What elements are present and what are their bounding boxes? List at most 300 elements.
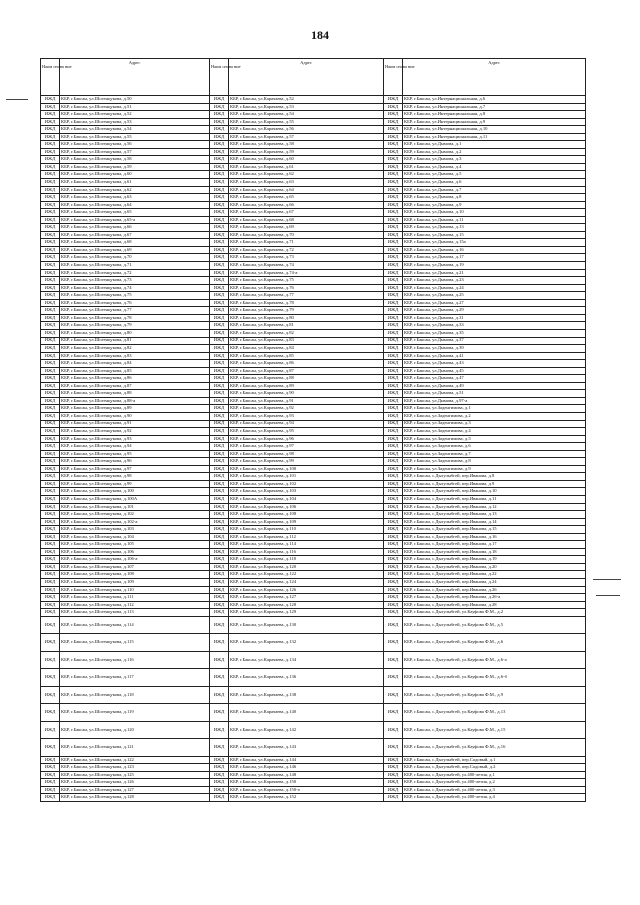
building-type-cell: ИЖД: [384, 764, 403, 772]
building-type-cell: ИЖД: [41, 299, 60, 307]
table-row: [41, 563, 586, 571]
building-type-cell: ИЖД: [210, 179, 229, 187]
table-row: [41, 428, 586, 436]
table-row: [41, 511, 586, 519]
table-row: [41, 224, 586, 232]
address-cell: КБР, г.Баксан, ул.Шогенцукова, д.104: [60, 533, 210, 541]
address-cell: КБР, г.Баксан, ул.Карачаева, д.68: [229, 216, 384, 224]
table-header-row: [41, 59, 586, 96]
table-row: [41, 163, 586, 171]
address-cell: КБР, г.Баксан, ул.Шогенцукова, д.112: [60, 601, 210, 609]
table-row: [41, 284, 586, 292]
address-cell: КБР, г.Баксан, с.Дыгулыбгей, ул.Кауфова Ф.М., д.13: [403, 704, 586, 722]
building-type-cell: ИЖД: [41, 739, 60, 757]
address-cell: КБР, г.Баксан, с.Дыгулыбгей, ул.400-летия, д.2: [403, 779, 586, 787]
table-row: [41, 216, 586, 224]
address-cell: КБР, г.Баксан, ул.Карачаева, д.102: [229, 480, 384, 488]
building-type-cell: ИЖД: [210, 503, 229, 511]
address-cell: КБР, г.Баксан, ул.Карачаева, д.82: [229, 329, 384, 337]
address-cell: КБР, г.Баксан, ул.Шогенцукова, д.94: [60, 443, 210, 451]
building-type-cell: ИЖД: [384, 179, 403, 187]
building-type-cell: ИЖД: [384, 307, 403, 315]
scan-mark-line: [596, 595, 620, 596]
address-cell: КБР, г.Баксан, ул.Дымова, д.8: [403, 194, 586, 202]
address-cell: КБР, г.Баксан, ул.Дымова, д.47: [403, 375, 586, 383]
address-cell: КБР, г.Баксан, ул.Карачаева, д.54: [229, 111, 384, 119]
address-cell: КБР, г.Баксан, ул.Дымова, д.39: [403, 345, 586, 353]
building-type-cell: ИЖД: [384, 669, 403, 687]
building-type-cell: ИЖД: [210, 194, 229, 202]
table-row: [41, 556, 586, 564]
building-type-cell: ИЖД: [41, 488, 60, 496]
building-type-cell: ИЖД: [210, 794, 229, 802]
building-type-cell: ИЖД: [384, 480, 403, 488]
address-cell: КБР, г.Баксан, ул.Карачаева, д.74: [229, 262, 384, 270]
building-type-cell: ИЖД: [384, 299, 403, 307]
address-cell: КБР, г.Баксан, с.Дыгулыбгей, пер.Иванова, д.26: [403, 586, 586, 594]
page-number: 184: [311, 28, 329, 42]
address-cell: КБР, г.Баксан, с.Дыгулыбгей, ул.Кауфова Ф.М., д.16: [403, 739, 586, 757]
table-row: [41, 435, 586, 443]
address-cell: КБР, г.Баксан, ул.Карачаева, д.74-а: [229, 269, 384, 277]
address-cell: КБР, г.Баксан, ул.Заденгимова, д.3: [403, 420, 586, 428]
address-cell: КБР, г.Баксан, ул.Карачаева, д.75: [229, 277, 384, 285]
building-type-cell: ИЖД: [41, 511, 60, 519]
building-type-cell: ИЖД: [210, 420, 229, 428]
building-type-cell: ИЖД: [384, 277, 403, 285]
address-cell: КБР, г.Баксан, ул.Шогенцукова, д.87: [60, 382, 210, 390]
address-cell: КБР, г.Баксан, ул.Карачаева, д.106: [229, 503, 384, 511]
building-type-cell: ИЖД: [210, 616, 229, 634]
address-cell: КБР, г.Баксан, ул.Карачаева, д.128: [229, 601, 384, 609]
building-type-cell: ИЖД: [41, 148, 60, 156]
building-type-cell: ИЖД: [384, 329, 403, 337]
table-row: [41, 269, 586, 277]
building-type-cell: ИЖД: [384, 779, 403, 787]
building-type-cell: ИЖД: [210, 269, 229, 277]
address-cell: КБР, г.Баксан, ул.Дымова, д.6: [403, 179, 586, 187]
building-type-cell: ИЖД: [210, 111, 229, 119]
building-type-cell: ИЖД: [210, 209, 229, 217]
address-cell: КБР, г.Баксан, ул.Шогенцукова, д.90: [60, 412, 210, 420]
building-type-cell: ИЖД: [210, 609, 229, 617]
building-type-cell: ИЖД: [41, 156, 60, 164]
column-header-type: Наим снова ние: [384, 59, 403, 96]
table-row: [41, 786, 586, 794]
building-type-cell: ИЖД: [41, 375, 60, 383]
address-cell: КБР, г.Баксан, ул.Заденгимова, д.1: [403, 405, 586, 413]
address-cell: КБР, г.Баксан, ул.Интернациональная, д.11: [403, 133, 586, 141]
building-type-cell: ИЖД: [210, 224, 229, 232]
address-cell: КБР, г.Баксан, с.Дыгулыбгей, ул.Кауфова Ф.М., д.6-б: [403, 669, 586, 687]
address-cell: КБР, г.Баксан, ул.Карачаева, д.134: [229, 651, 384, 669]
building-type-cell: ИЖД: [41, 495, 60, 503]
address-cell: КБР, г.Баксан, ул.Карачаева, д.89: [229, 382, 384, 390]
address-cell: КБР, г.Баксан, ул.Шогенцукова, д.54: [60, 126, 210, 134]
address-cell: КБР, г.Баксан, ул.Карачаева, д.116: [229, 548, 384, 556]
table-row: [41, 601, 586, 609]
address-cell: КБР, г.Баксан, ул.Шогенцукова, д.101: [60, 503, 210, 511]
building-type-cell: ИЖД: [384, 601, 403, 609]
building-type-cell: ИЖД: [210, 533, 229, 541]
building-type-cell: ИЖД: [210, 148, 229, 156]
address-cell: КБР, г.Баксан, ул.Интернациональная, д.8: [403, 111, 586, 119]
table-row: [41, 126, 586, 134]
building-type-cell: ИЖД: [210, 771, 229, 779]
table-row: [41, 397, 586, 405]
address-cell: КБР, г.Баксан, ул.Дымова, д.13: [403, 224, 586, 232]
building-type-cell: ИЖД: [384, 126, 403, 134]
building-type-cell: ИЖД: [210, 405, 229, 413]
building-type-cell: ИЖД: [384, 397, 403, 405]
table-row: [41, 292, 586, 300]
building-type-cell: ИЖД: [210, 239, 229, 247]
building-type-cell: ИЖД: [384, 458, 403, 466]
address-cell: КБР, г.Баксан, ул.Шогенцукова, д.89: [60, 405, 210, 413]
address-cell: КБР, г.Баксан, ул.Шогенцукова, д.100А: [60, 495, 210, 503]
address-cell: КБР, г.Баксан, ул.Шогенцукова, д.85: [60, 367, 210, 375]
building-type-cell: ИЖД: [210, 352, 229, 360]
building-type-cell: ИЖД: [384, 609, 403, 617]
address-cell: КБР, г.Баксан, ул.Шогенцукова, д.73: [60, 277, 210, 285]
table-row: [41, 586, 586, 594]
building-type-cell: ИЖД: [210, 284, 229, 292]
address-cell: КБР, г.Баксан, с.Дыгулыбгей, пер.Иванова, д.17: [403, 541, 586, 549]
building-type-cell: ИЖД: [384, 254, 403, 262]
address-cell: КБР, г.Баксан, ул.Карачаева, д.73: [229, 254, 384, 262]
building-type-cell: ИЖД: [384, 209, 403, 217]
address-cell: КБР, г.Баксан, с.Дыгулыбгей, ул.400-летия, д.4: [403, 794, 586, 802]
table-row: [41, 609, 586, 617]
address-cell: КБР, г.Баксан, ул.Карачаева, д.67: [229, 209, 384, 217]
address-cell: КБР, г.Баксан, ул.Дымова, д.3: [403, 156, 586, 164]
building-type-cell: ИЖД: [210, 337, 229, 345]
building-type-cell: ИЖД: [210, 171, 229, 179]
building-type-cell: ИЖД: [210, 262, 229, 270]
address-cell: КБР, г.Баксан, ул.Дымова, д.19: [403, 262, 586, 270]
building-type-cell: ИЖД: [41, 609, 60, 617]
building-type-cell: ИЖД: [384, 435, 403, 443]
building-type-cell: ИЖД: [41, 337, 60, 345]
building-type-cell: ИЖД: [210, 345, 229, 353]
building-type-cell: ИЖД: [41, 224, 60, 232]
building-type-cell: ИЖД: [41, 616, 60, 634]
building-type-cell: ИЖД: [41, 412, 60, 420]
address-cell: КБР, г.Баксан, с.Дыгулыбгей, пер.Иванова, д.16: [403, 533, 586, 541]
table-row: [41, 118, 586, 126]
address-cell: КБР, г.Баксан, ул.Шогенцукова, д.127: [60, 786, 210, 794]
building-type-cell: ИЖД: [384, 586, 403, 594]
table-row: [41, 533, 586, 541]
building-type-cell: ИЖД: [41, 277, 60, 285]
address-cell: КБР, г.Баксан, ул.Карачаева, д.143: [229, 739, 384, 757]
table-row: [41, 412, 586, 420]
table-row: [41, 526, 586, 534]
address-cell: КБР, г.Баксан, с.Дыгулыбгей, пер.Иванова, д.28: [403, 601, 586, 609]
address-cell: КБР, г.Баксан, ул.Карачаева, д.53: [229, 103, 384, 111]
building-type-cell: ИЖД: [210, 473, 229, 481]
table-row: [41, 307, 586, 315]
table-row: [41, 571, 586, 579]
table-row: [41, 756, 586, 764]
table-row: [41, 96, 586, 104]
address-cell: КБР, г.Баксан, ул.Карачаева, д.63: [229, 179, 384, 187]
building-type-cell: ИЖД: [210, 118, 229, 126]
building-type-cell: ИЖД: [384, 390, 403, 398]
address-cell: КБР, г.Баксан, ул.Шогенцукова, д.83: [60, 352, 210, 360]
building-type-cell: ИЖД: [41, 586, 60, 594]
table-row: [41, 390, 586, 398]
table-row: [41, 443, 586, 451]
building-type-cell: ИЖД: [210, 254, 229, 262]
building-type-cell: ИЖД: [384, 616, 403, 634]
table-row: [41, 382, 586, 390]
address-cell: КБР, г.Баксан, ул.Карачаева, д.132: [229, 634, 384, 652]
building-type-cell: ИЖД: [210, 443, 229, 451]
building-type-cell: ИЖД: [41, 704, 60, 722]
address-cell: КБР, г.Баксан, ул.Шогенцукова, д.102: [60, 511, 210, 519]
address-cell: КБР, г.Баксан, ул.Шогенцукова, д.96: [60, 458, 210, 466]
address-cell: КБР, г.Баксан, ул.Карачаева, д.71: [229, 239, 384, 247]
table-row: [41, 277, 586, 285]
address-cell: КБР, г.Баксан, ул.Карачаева, д.91: [229, 397, 384, 405]
building-type-cell: ИЖД: [41, 269, 60, 277]
address-cell: КБР, г.Баксан, с.Дыгулыбгей, пер.Иванова, д.19: [403, 556, 586, 564]
address-cell: КБР, г.Баксан, ул.Карачаева, д.100: [229, 465, 384, 473]
building-type-cell: ИЖД: [384, 111, 403, 119]
address-cell: КБР, г.Баксан, ул.Карачаева, д.152: [229, 794, 384, 802]
building-type-cell: ИЖД: [41, 292, 60, 300]
building-type-cell: ИЖД: [210, 669, 229, 687]
address-cell: КБР, г.Баксан, ул.Заденгимова, д.4: [403, 428, 586, 436]
building-type-cell: ИЖД: [384, 651, 403, 669]
building-type-cell: ИЖД: [384, 739, 403, 757]
building-type-cell: ИЖД: [210, 216, 229, 224]
address-cell: КБР, г.Баксан, ул.Карачаева, д.85: [229, 352, 384, 360]
address-cell: КБР, г.Баксан, ул.Шогенцукова, д.107: [60, 563, 210, 571]
building-type-cell: ИЖД: [384, 171, 403, 179]
address-cell: КБР, г.Баксан, ул.Шогенцукова, д.113: [60, 609, 210, 617]
table-row: [41, 794, 586, 802]
address-cell: КБР, г.Баксан, ул.Шогенцукова, д.126: [60, 779, 210, 787]
building-type-cell: ИЖД: [210, 246, 229, 254]
building-type-cell: ИЖД: [384, 382, 403, 390]
building-type-cell: ИЖД: [384, 345, 403, 353]
table-row: [41, 179, 586, 187]
address-cell: КБР, г.Баксан, ул.Карачаева, д.120: [229, 563, 384, 571]
building-type-cell: ИЖД: [210, 96, 229, 104]
building-type-cell: ИЖД: [210, 299, 229, 307]
address-cell: КБР, г.Баксан, ул.Карачаева, д.112: [229, 533, 384, 541]
address-cell: КБР, г.Баксан, ул.Карачаева, д.79: [229, 307, 384, 315]
building-type-cell: ИЖД: [210, 133, 229, 141]
table-row: [41, 721, 586, 739]
address-cell: КБР, г.Баксан, ул.Карачаева, д.150-а: [229, 786, 384, 794]
address-cell: КБР, г.Баксан, с.Дыгулыбгей, ул.Кауфова Ф.М., д.15: [403, 721, 586, 739]
building-type-cell: ИЖД: [41, 794, 60, 802]
building-type-cell: ИЖД: [210, 704, 229, 722]
building-type-cell: ИЖД: [384, 526, 403, 534]
address-cell: КБР, г.Баксан, с.Дыгулыбгей, ул.Кауфова Ф.М., д.6-а: [403, 651, 586, 669]
building-type-cell: ИЖД: [41, 382, 60, 390]
address-cell: КБР, г.Баксан, ул.Шогенцукова, д.70: [60, 254, 210, 262]
address-cell: КБР, г.Баксан, ул.Карачаева, д.138: [229, 686, 384, 704]
building-type-cell: ИЖД: [210, 458, 229, 466]
building-type-cell: ИЖД: [210, 231, 229, 239]
building-type-cell: ИЖД: [384, 786, 403, 794]
table-row: [41, 739, 586, 757]
building-type-cell: ИЖД: [384, 360, 403, 368]
address-cell: КБР, г.Баксан, ул.Шогенцукова, д.74: [60, 284, 210, 292]
table-row: [41, 579, 586, 587]
scan-mark-line: [593, 579, 621, 580]
address-cell: КБР, г.Баксан, ул.Карачаева, д.59: [229, 148, 384, 156]
address-cell: КБР, г.Баксан, ул.Шогенцукова, д.125: [60, 771, 210, 779]
building-type-cell: ИЖД: [41, 239, 60, 247]
building-type-cell: ИЖД: [384, 201, 403, 209]
table-row: [41, 133, 586, 141]
address-cell: КБР, г.Баксан, с.Дыгулыбгей, пер.Иванова, д.12: [403, 503, 586, 511]
table-row: [41, 367, 586, 375]
building-type-cell: ИЖД: [384, 443, 403, 451]
address-cell: КБР, г.Баксан, ул.Дымова, д.31: [403, 314, 586, 322]
address-cell: КБР, г.Баксан, ул.Шогенцукова, д.121: [60, 739, 210, 757]
address-cell: КБР, г.Баксан, ул.Шогенцукова, д.62: [60, 186, 210, 194]
building-type-cell: ИЖД: [41, 473, 60, 481]
address-cell: КБР, г.Баксан, ул.Шогенцукова, д.51: [60, 103, 210, 111]
building-type-cell: ИЖД: [210, 511, 229, 519]
building-type-cell: ИЖД: [41, 367, 60, 375]
building-type-cell: ИЖД: [384, 118, 403, 126]
building-type-cell: ИЖД: [384, 269, 403, 277]
table-row: [41, 352, 586, 360]
table-row: [41, 488, 586, 496]
address-cell: КБР, г.Баксан, с.Дыгулыбгей, пер.Иванова, д.22: [403, 571, 586, 579]
building-type-cell: ИЖД: [210, 579, 229, 587]
building-type-cell: ИЖД: [41, 786, 60, 794]
building-type-cell: ИЖД: [41, 518, 60, 526]
address-cell: КБР, г.Баксан, ул.Карачаева, д.78: [229, 299, 384, 307]
table-row: [41, 194, 586, 202]
building-type-cell: ИЖД: [41, 314, 60, 322]
building-type-cell: ИЖД: [210, 201, 229, 209]
address-cell: КБР, г.Баксан, ул.Заденгимова, д.5: [403, 435, 586, 443]
address-cell: КБР, г.Баксан, ул.Карачаева, д.76: [229, 284, 384, 292]
building-type-cell: ИЖД: [41, 103, 60, 111]
table-row: [41, 686, 586, 704]
building-type-cell: ИЖД: [41, 669, 60, 687]
address-cell: КБР, г.Баксан, ул.Шогенцукова, д.111: [60, 594, 210, 602]
building-type-cell: ИЖД: [210, 495, 229, 503]
building-type-cell: ИЖД: [384, 465, 403, 473]
address-cell: КБР, г.Баксан, ул.Шогенцукова, д.122: [60, 756, 210, 764]
table-row: [41, 254, 586, 262]
building-type-cell: ИЖД: [384, 352, 403, 360]
address-cell: КБР, г.Баксан, ул.Карачаева, д.52: [229, 96, 384, 104]
address-cell: КБР, г.Баксан, ул.Шогенцукова, д.100: [60, 488, 210, 496]
address-cell: КБР, г.Баксан, ул.Шогенцукова, д.69: [60, 246, 210, 254]
building-type-cell: ИЖД: [210, 141, 229, 149]
address-cell: КБР, г.Баксан, ул.Карачаева, д.124: [229, 579, 384, 587]
building-type-cell: ИЖД: [41, 118, 60, 126]
building-type-cell: ИЖД: [210, 651, 229, 669]
building-type-cell: ИЖД: [210, 779, 229, 787]
building-type-cell: ИЖД: [210, 634, 229, 652]
building-type-cell: ИЖД: [384, 488, 403, 496]
address-cell: КБР, г.Баксан, ул.Карачаева, д.97: [229, 443, 384, 451]
address-cell: КБР, г.Баксан, ул.Карачаева, д.108: [229, 511, 384, 519]
address-cell: КБР, г.Баксан, ул.Карачаева, д.103: [229, 488, 384, 496]
address-cell: КБР, г.Баксан, ул.Карачаева, д.94: [229, 420, 384, 428]
address-cell: КБР, г.Баксан, ул.Шогенцукова, д.50: [60, 96, 210, 104]
building-type-cell: ИЖД: [41, 262, 60, 270]
building-type-cell: ИЖД: [41, 307, 60, 315]
address-cell: КБР, г.Баксан, ул.Шогенцукова, д.67: [60, 231, 210, 239]
building-type-cell: ИЖД: [210, 739, 229, 757]
address-cell: КБР, г.Баксан, с.Дыгулыбгей, пер.Иванова, д.20: [403, 563, 586, 571]
address-cell: КБР, г.Баксан, ул.Шогенцукова, д.52: [60, 111, 210, 119]
table-row: [41, 669, 586, 687]
address-cell: КБР, г.Баксан, ул.Шогенцукова, д.99: [60, 480, 210, 488]
building-type-cell: ИЖД: [41, 179, 60, 187]
address-cell: КБР, г.Баксан, ул.Карачаева, д.62: [229, 171, 384, 179]
building-type-cell: ИЖД: [41, 96, 60, 104]
building-type-cell: ИЖД: [41, 601, 60, 609]
building-type-cell: ИЖД: [384, 721, 403, 739]
address-cell: КБР, г.Баксан, ул.Карачаева, д.140: [229, 704, 384, 722]
address-cell: КБР, г.Баксан, ул.Шогенцукова, д.66: [60, 224, 210, 232]
building-type-cell: ИЖД: [41, 480, 60, 488]
building-type-cell: ИЖД: [210, 556, 229, 564]
address-cell: КБР, г.Баксан, ул.Шогенцукова, д.79: [60, 322, 210, 330]
building-type-cell: ИЖД: [210, 277, 229, 285]
building-type-cell: ИЖД: [210, 526, 229, 534]
address-cell: КБР, г.Баксан, ул.Дымова, д.4: [403, 163, 586, 171]
address-cell: КБР, г.Баксан, ул.Шогенцукова, д.109: [60, 579, 210, 587]
address-cell: КБР, г.Баксан, ул.Дымова, д.15: [403, 231, 586, 239]
table-row: [41, 779, 586, 787]
address-cell: КБР, г.Баксан, ул.Карачаева, д.114: [229, 541, 384, 549]
building-type-cell: ИЖД: [210, 721, 229, 739]
building-type-cell: ИЖД: [210, 450, 229, 458]
building-type-cell: ИЖД: [41, 163, 60, 171]
building-type-cell: ИЖД: [210, 292, 229, 300]
address-cell: КБР, г.Баксан, ул.Шогенцукова, д.61: [60, 179, 210, 187]
address-cell: КБР, г.Баксан, с.Дыгулыбгей, ул.Кауфова Ф.М., д.9: [403, 686, 586, 704]
building-type-cell: ИЖД: [384, 533, 403, 541]
address-cell: КБР, г.Баксан, ул.Дымова, д.41: [403, 352, 586, 360]
building-type-cell: ИЖД: [384, 103, 403, 111]
address-cell: КБР, г.Баксан, с.Дыгулыбгей, пер.Иванова, д.11: [403, 495, 586, 503]
address-cell: КБР, г.Баксан, ул.Карачаева, д.148: [229, 771, 384, 779]
address-cell: КБР, г.Баксан, ул.Карачаева, д.150: [229, 779, 384, 787]
building-type-cell: ИЖД: [210, 548, 229, 556]
address-cell: КБР, г.Баксан, ул.Дымова, д.9: [403, 201, 586, 209]
address-cell: КБР, г.Баксан, ул.Шогенцукова, д.102-а: [60, 518, 210, 526]
building-type-cell: ИЖД: [384, 141, 403, 149]
address-cell: КБР, г.Баксан, ул.Заденгимова, д.9: [403, 465, 586, 473]
building-type-cell: ИЖД: [210, 156, 229, 164]
building-type-cell: ИЖД: [210, 360, 229, 368]
building-type-cell: ИЖД: [41, 503, 60, 511]
table-row: [41, 299, 586, 307]
address-cell: КБР, г.Баксан, ул.Карачаева, д.72: [229, 246, 384, 254]
address-cell: КБР, г.Баксан, ул.Шогенцукова, д.114: [60, 616, 210, 634]
building-type-cell: ИЖД: [384, 337, 403, 345]
building-type-cell: ИЖД: [41, 533, 60, 541]
building-type-cell: ИЖД: [41, 231, 60, 239]
address-cell: КБР, г.Баксан, ул.Шогенцукова, д.105: [60, 541, 210, 549]
